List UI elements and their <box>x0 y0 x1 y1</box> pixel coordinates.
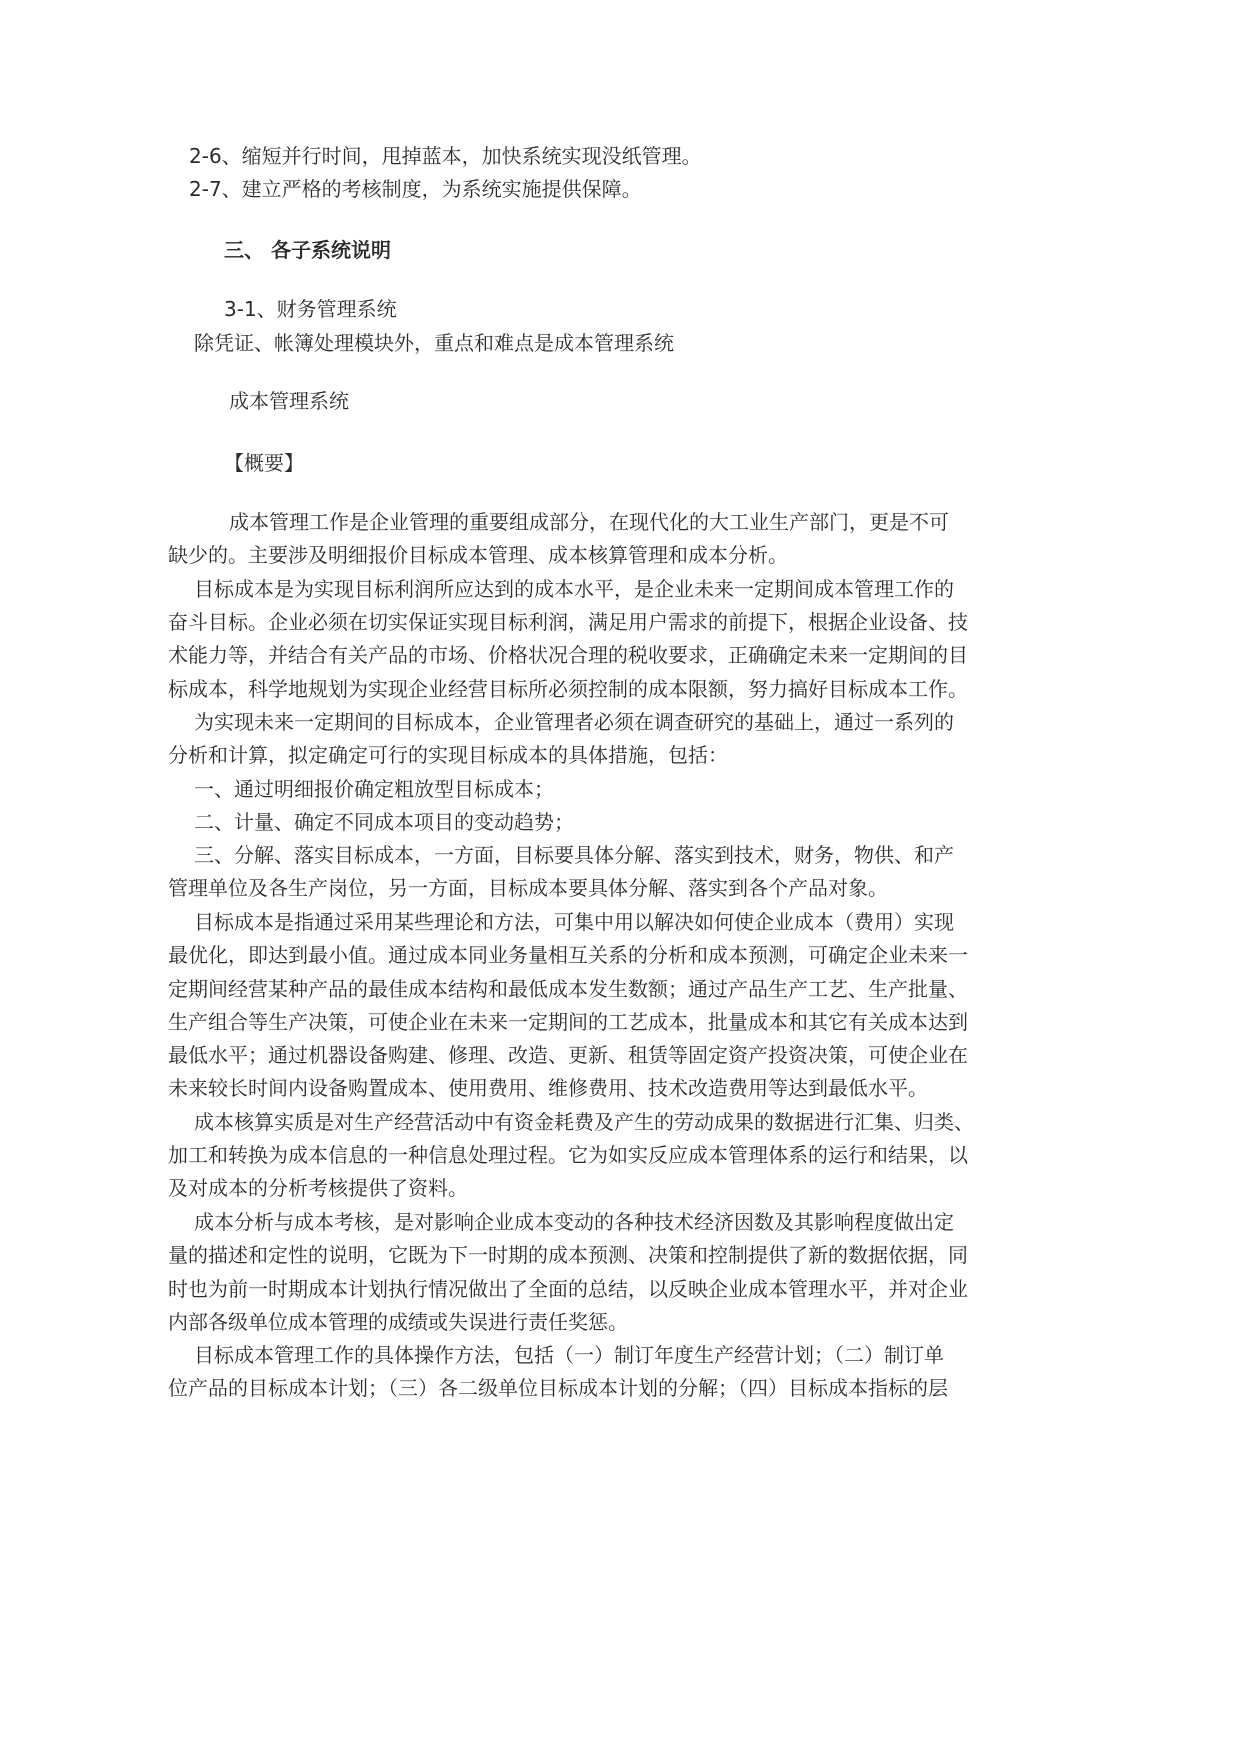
paragraph-line: 奋斗目标。企业必须在切实保证实现目标利润，满足用户需求的前提下，根据企业设备、技 <box>168 610 968 634</box>
paragraph-line: 最低水平；通过机器设备购建、修理、改造、更新、租赁等固定资产投资决策，可使企业在 <box>168 1043 968 1067</box>
paragraph-line: 目标成本是为实现目标利润所应达到的成本水平，是企业未来一定期间成本管理工作的 <box>194 577 954 601</box>
paragraph-line: 二、计量、确定不同成本项目的变动趋势； <box>194 810 574 834</box>
paragraph-line: 三、分解、落实目标成本，一方面，目标要具体分解、落实到技术，财务，物供、和产 <box>194 843 954 867</box>
paragraph-line: 管理单位及各生产岗位，另一方面，目标成本要具体分解、落实到各个产品对象。 <box>168 876 888 900</box>
paragraph-line: 定期间经营某种产品的最佳成本结构和最低成本发生数额；通过产品生产工艺、生产批量、 <box>168 977 968 1001</box>
paragraph-line: 内部各级单位成本管理的成绩或失误进行责任奖惩。 <box>168 1310 628 1334</box>
paragraph-line: 成本管理工作是企业管理的重要组成部分，在现代化的大工业生产部门，更是不可 <box>229 510 949 534</box>
list-item-2-7: 2-7、建立严格的考核制度，为系统实施提供保障。 <box>189 177 642 201</box>
paragraph-line: 最优化，即达到最小值。通过成本同业务量相互关系的分析和成本预测，可确定企业未来一 <box>168 943 968 967</box>
paragraph-line: 成本核算实质是对生产经营活动中有资金耗费及产生的劳动成果的数据进行汇集、归类、 <box>194 1110 974 1134</box>
paragraph-line: 量的描述和定性的说明，它既为下一时期的成本预测、决策和控制提供了新的数据依据，同 <box>168 1243 968 1267</box>
section-heading-3: 三、 各子系统说明 <box>224 238 391 262</box>
paragraph-line: 加工和转换为成本信息的一种信息处理过程。它为如实反应成本管理体系的运行和结果，以 <box>168 1143 968 1167</box>
paragraph-line: 为实现未来一定期间的目标成本，企业管理者必须在调查研究的基础上，通过一系列的 <box>194 710 954 734</box>
summary-label: 【概要】 <box>224 451 304 475</box>
subsection-description: 除凭证、帐簿处理模块外，重点和难点是成本管理系统 <box>194 331 674 355</box>
cost-system-title: 成本管理系统 <box>229 389 349 413</box>
paragraph-line: 一、通过明细报价确定粗放型目标成本； <box>194 777 554 801</box>
paragraph-line: 目标成本是指通过采用某些理论和方法，可集中用以解决如何使企业成本（费用）实现 <box>194 910 954 934</box>
paragraph-line: 术能力等，并结合有关产品的市场、价格状况合理的税收要求，正确确定未来一定期间的目 <box>168 643 968 667</box>
paragraph-line: 及对成本的分析考核提供了资料。 <box>168 1176 468 1200</box>
paragraph-line: 缺少的。主要涉及明细报价目标成本管理、成本核算管理和成本分析。 <box>168 543 788 567</box>
paragraph-line: 时也为前一时期成本计划执行情况做出了全面的总结，以反映企业成本管理水平，并对企业 <box>168 1277 968 1301</box>
paragraph-line: 位产品的目标成本计划；（三）各二级单位目标成本计划的分解；（四）目标成本指标的层 <box>168 1376 948 1400</box>
paragraph-line: 目标成本管理工作的具体操作方法，包括（一）制订年度生产经营计划；（二）制订单 <box>194 1343 944 1367</box>
subsection-title-3-1: 3-1、财务管理系统 <box>224 297 397 321</box>
paragraph-line: 分析和计算，拟定确定可行的实现目标成本的具体措施，包括： <box>168 743 728 767</box>
list-item-2-6: 2-6、缩短并行时间，甩掉蓝本，加快系统实现没纸管理。 <box>189 144 702 168</box>
paragraph-line: 未来较长时间内设备购置成本、使用费用、维修费用、技术改造费用等达到最低水平。 <box>168 1076 928 1100</box>
paragraph-line: 标成本，科学地规划为实现企业经营目标所必须控制的成本限额，努力搞好目标成本工作。 <box>168 677 968 701</box>
paragraph-line: 生产组合等生产决策，可使企业在未来一定期间的工艺成本，批量成本和其它有关成本达到 <box>168 1010 968 1034</box>
paragraph-line: 成本分析与成本考核，是对影响企业成本变动的各种技术经济因数及其影响程度做出定 <box>194 1210 954 1234</box>
